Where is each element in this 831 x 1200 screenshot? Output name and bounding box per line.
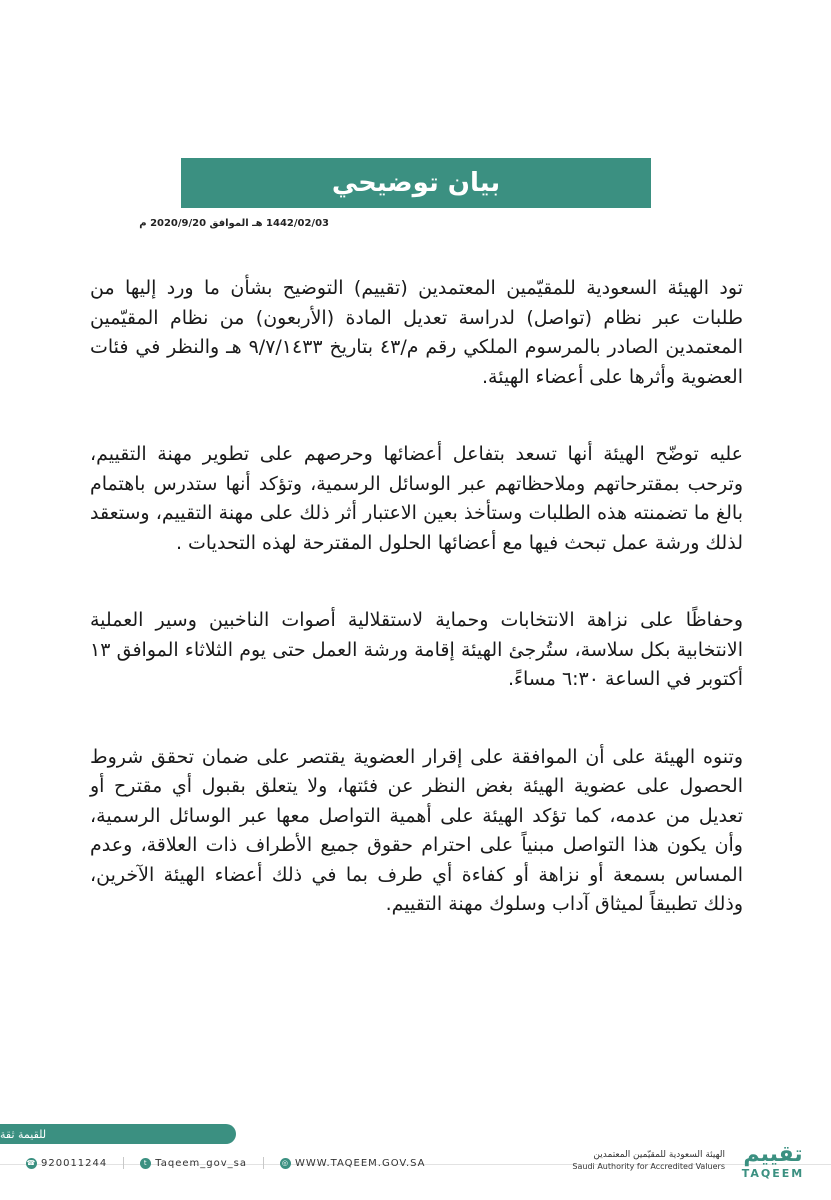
document-date: 1442/02/03 هـ الموافق 2020/9/20 م xyxy=(139,218,329,229)
paragraph-4: وتنوه الهيئة على أن الموافقة على إقرار العضوية يقتصر على ضمان تحقق شروط الحصول على عضوية الهيئة بغض النظر عن فئتها، ولا يتعلق بقبول أي مقترح أو تعديل من عدمه، كما تؤكد الهيئة على أهمية التواصل معها عبر الوسائل الرسمية، وأن يكون هذا التواصل مبنياً على احترام حقوق جميع الأطراف ذات العلاقة، وعدم المساس بسمعة أو نزاهة أو كفاءة أي طرف بما في ذلك أعضاء الهيئة الآخرين، وذلك تطبيقاً لميثاق آداب وسلوك مهنة التقييم. xyxy=(90,745,743,915)
slogan-text: للقيمة ثقة xyxy=(0,1127,47,1141)
separator xyxy=(263,1157,264,1169)
authority-name-en: Saudi Authority for Accredited Valuers xyxy=(572,1162,725,1171)
paragraph-2: عليه توضّح الهيئة أنها تسعد بتفاعل أعضائها وحرصهم على تطوير مهنة التقييم، وترحب بمقترحاتهم وملاحظاتهم عبر الوسائل الرسمية، وتؤكد أنها ستدرس باهتمام بالغ ما تضمنته هذه الطلبات وستأخذ بعين الاعتبار أثر ذلك على مهنة التقييم، وستعقد لذلك ورشة عمل تبحث فيها مع أعضائها الحلول المقترحة لهذه التحديات . xyxy=(90,443,743,554)
website-contact[interactable] xyxy=(280,1158,426,1169)
website-url: WWW.TAQEEM.GOV.SA xyxy=(294,1157,426,1169)
separator xyxy=(123,1157,124,1169)
phone-icon: ☎ xyxy=(26,1159,37,1167)
twitter-icon: t xyxy=(140,1158,151,1169)
logo-en: TAQEEM xyxy=(741,1167,805,1180)
slogan-strip xyxy=(0,1124,236,1144)
twitter-handle: Taqeem_gov_sa xyxy=(155,1157,247,1169)
phone-contact[interactable] xyxy=(26,1158,107,1169)
paragraph-3: وحفاظًا على نزاهة الانتخابات وحماية لاستقلالية أصوات الناخبين وسير العملية الانتخابية بكل سلاسة، ستُرجئ الهيئة إقامة ورشة العمل حتى يوم الثلاثاء الموافق ١٣ أكتوبر في الساعة ٦:٣٠ مساءً. xyxy=(90,609,743,690)
authority-name xyxy=(565,1150,725,1171)
title-text: بيان توضيحي xyxy=(331,168,501,198)
statement-body xyxy=(90,274,743,968)
twitter-contact[interactable] xyxy=(140,1158,247,1169)
phone-number: 920011244 xyxy=(41,1157,108,1169)
paragraph-1: تود الهيئة السعودية للمقيّمين المعتمدين (تقييم) التوضيح بشأن ما ورد إليها من طلبات عبر نظام (تواصل) لدراسة تعديل المادة (الأربعون) من نظام المقيّمين المعتمدين الصادر بالمرسوم الملكي رقم م/٤٣ بتاريخ ٩/٧/١٤٣٣ هـ والنظر في فئات العضوية وأثرها على أعضاء الهيئة. xyxy=(90,277,744,388)
taqeem-logo xyxy=(737,1143,809,1180)
authority-name-ar: الهيئة السعودية للمقيّمين المعتمدين xyxy=(593,1150,725,1160)
logo-ar: تقييم xyxy=(743,1142,803,1167)
contact-bar xyxy=(26,1157,426,1169)
page-title xyxy=(181,158,651,208)
globe-icon: ◎ xyxy=(281,1159,290,1167)
